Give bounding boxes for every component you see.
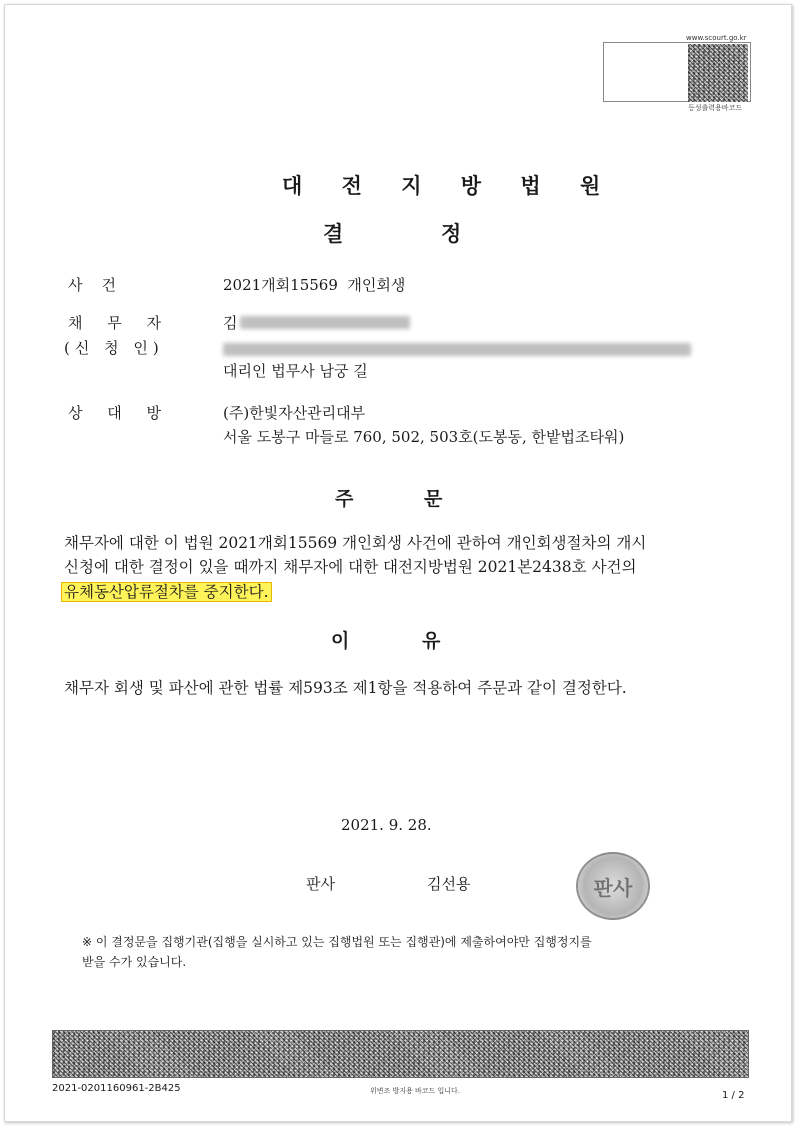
case-label: 사 건 bbox=[68, 276, 117, 294]
footer-page-number: 1 / 2 bbox=[722, 1090, 745, 1101]
judge-seal bbox=[576, 852, 650, 920]
notice-line-2: 받을 수가 있습니다. bbox=[82, 955, 187, 969]
order-heading-char-2: 문 bbox=[424, 488, 443, 510]
order-line-2: 신청에 대한 결정이 있을 때까지 채무자에 대한 대전지방법원 2021본2438호 사건의 bbox=[64, 558, 637, 576]
judge-title: 판사 bbox=[306, 875, 335, 893]
order-highlight bbox=[62, 580, 271, 604]
order-heading-char-1: 주 bbox=[335, 488, 354, 510]
seal-text: 판사 bbox=[593, 875, 633, 900]
debtor-name: 김 bbox=[223, 314, 238, 332]
doc-type-char-2: 정 bbox=[441, 221, 462, 246]
doc-type-char-1: 결 bbox=[323, 221, 344, 246]
footer-doc-id: 2021-0201160961-2B425 bbox=[52, 1083, 181, 1094]
barcode-caption: 등성출력용바코드 bbox=[688, 104, 743, 112]
case-number bbox=[223, 274, 405, 295]
redacted-debtor-name bbox=[240, 316, 410, 329]
decision-date: 2021. 9. 28. bbox=[341, 816, 432, 834]
case-type: 개인회생 bbox=[347, 276, 406, 294]
debtor-agent: 대리인 법무사 남궁 길 bbox=[223, 362, 368, 380]
barcode-image bbox=[688, 44, 748, 102]
notice-line-1: ※ 이 결정문을 집행기관(집행을 실시하고 있는 집행법원 또는 집행관)에 제출하여야만 집행정지를 bbox=[82, 935, 592, 949]
footer-barcode-strip bbox=[52, 1030, 749, 1078]
debtor-sub-label: (신 청 인) bbox=[64, 339, 164, 357]
debtor-label: 채 무 자 bbox=[68, 314, 172, 332]
highlighted-text: 유체동산압류절차를 중지한다. bbox=[64, 583, 269, 601]
redacted-debtor-address bbox=[223, 343, 691, 356]
reason-heading-char-1: 이 bbox=[331, 630, 350, 652]
opponent-label: 상 대 방 bbox=[68, 404, 172, 422]
judge-name: 김선용 bbox=[427, 875, 471, 893]
order-line-1: 채무자에 대한 이 법원 2021개회15569 개인회생 사건에 관하여 개인회생절차의 개시 bbox=[64, 534, 647, 552]
footer-center-text: 위변조 방지용 바코드 입니다. bbox=[370, 1087, 461, 1095]
opponent-name: (주)한빛자산관리대부 bbox=[223, 404, 366, 422]
reason-heading-char-2: 유 bbox=[422, 630, 441, 652]
court-name: 대 전 지 방 법 원 bbox=[282, 173, 617, 198]
case-number-value: 2021개회15569 bbox=[223, 276, 338, 294]
barcode-url: www.scourt.go.kr bbox=[686, 34, 747, 42]
opponent-address: 서울 도봉구 마들로 760, 502, 503호(도봉동, 한밭법조타워) bbox=[223, 428, 625, 446]
reason-text: 채무자 회생 및 파산에 관한 법률 제593조 제1항을 적용하여 주문과 같이 결정한다. bbox=[64, 679, 627, 697]
